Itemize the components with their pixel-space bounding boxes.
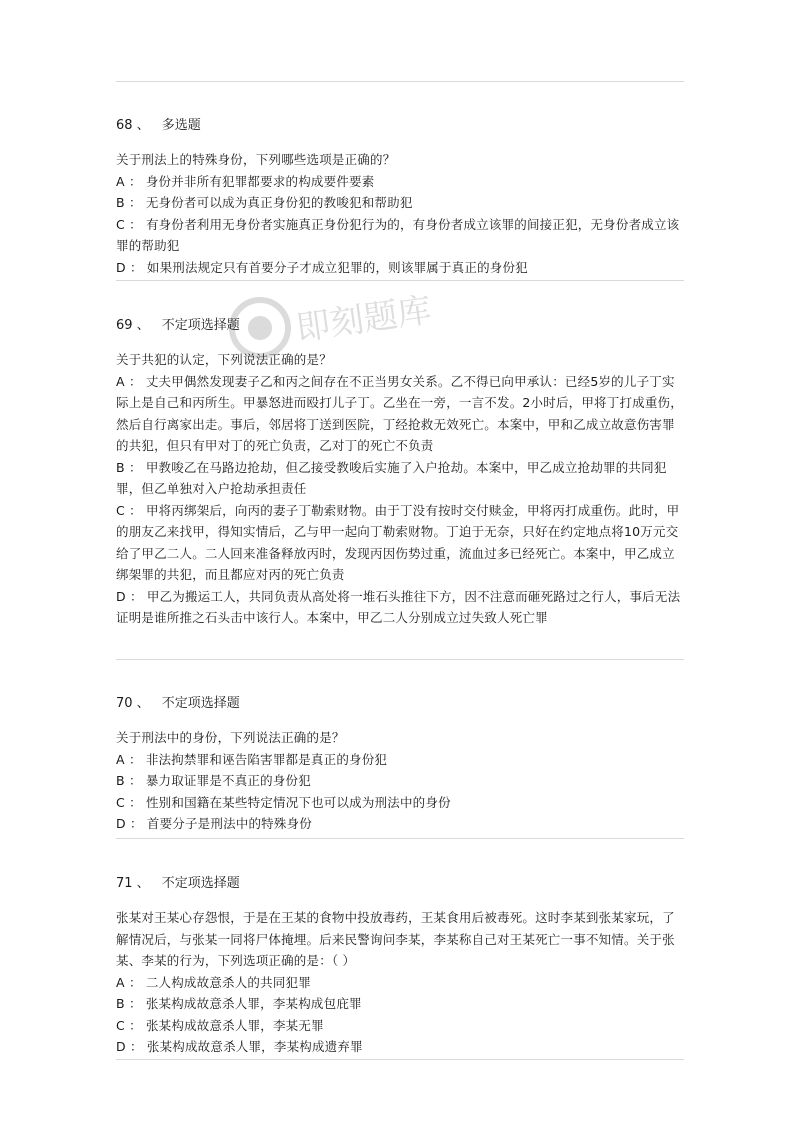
- option-text: 甲乙为搬运工人，共同负责从高处将一堆石头推往下方，因不注意而砸死路过之行人，事后无法证明是谁所推之石头击中该行人。本案中，甲乙二人分别成立过失致人死亡罪: [116, 588, 681, 625]
- option-label: D: [116, 588, 126, 604]
- option-a[interactable]: A ： 二人构成故意杀人的共同犯罪: [116, 974, 311, 990]
- option-text: 无身份者可以成为真正身份犯的教唆犯和帮助犯: [145, 195, 413, 210]
- question-number: 68: [116, 118, 133, 133]
- option-text: 二人构成故意杀人的共同犯罪: [145, 974, 311, 990]
- option-b[interactable]: B ： 张某构成故意杀人罪，李某构成包庇罪: [116, 996, 362, 1011]
- option-label: C: [116, 794, 125, 810]
- divider: [116, 659, 684, 660]
- question-70: [116, 695, 686, 835]
- option-text: 张某构成故意杀人罪，李某无罪: [145, 1017, 324, 1033]
- option-label: C: [116, 1017, 125, 1033]
- option-text: 张某构成故意杀人罪，李某构成包庇罪: [145, 996, 362, 1011]
- question-separator: 、: [132, 318, 150, 333]
- option-d[interactable]: D ： 如果刑法规定只有首要分子才成立犯罪的，则该罪属于真正的身份犯: [116, 259, 528, 275]
- divider: [116, 838, 684, 839]
- question-separator: 、: [132, 696, 150, 711]
- option-label: A: [116, 373, 125, 389]
- option-text: 性别和国籍在某些特定情况下也可以成为刑法中的身份: [145, 794, 451, 810]
- question-header: [116, 695, 686, 713]
- question-number: 69: [116, 318, 133, 333]
- option-b[interactable]: B ： 甲教唆乙在马路边抢劫，但乙接受教唆后实施了入户抢劫。本案中，甲乙成立抢劫罪的共同犯罪，但乙单独对入户抢劫承担责任: [116, 459, 667, 496]
- option-b[interactable]: B ： 暴力取证罪是不真正的身份犯: [116, 773, 311, 788]
- question-stem: 关于刑法上的特殊身份，下列哪些选项是正确的？: [116, 152, 396, 167]
- question-header: [116, 317, 686, 335]
- option-text: 如果刑法规定只有首要分子才成立犯罪的，则该罪属于真正的身份犯: [146, 259, 528, 275]
- option-label: D: [116, 1039, 126, 1054]
- option-label: B: [116, 996, 125, 1011]
- question-type: 不定项选择题: [161, 696, 240, 711]
- option-text: 有身份者利用无身份者实施真正身份犯行为的，有身份者成立该罪的间接正犯，无身份者成立该罪的帮助犯: [116, 216, 680, 253]
- question-68: [116, 117, 686, 278]
- option-a[interactable]: A ： 身份并非所有犯罪都要求的构成要件要素: [116, 173, 375, 189]
- option-c[interactable]: C ： 性别和国籍在某些特定情况下也可以成为刑法中的身份: [116, 794, 451, 810]
- option-text: 张某构成故意杀人罪，李某构成遗弃罪: [146, 1039, 363, 1054]
- option-text: 暴力取证罪是不真正的身份犯: [145, 773, 311, 788]
- question-71: [116, 875, 686, 1058]
- divider: [116, 1059, 684, 1060]
- option-label: C: [116, 216, 125, 232]
- option-text: 非法拘禁罪和诬告陷害罪都是真正的身份犯: [145, 751, 388, 767]
- question-stem: 关于刑法中的身份，下列说法正确的是？: [116, 730, 345, 745]
- option-label: D: [116, 816, 126, 831]
- option-text: 甲将丙绑架后，向丙的妻子丁勒索财物。由于丁没有按时交付赎金，甲将丙打成重伤。此时，甲的朋友乙来找甲，得知实情后，乙与甲一起向丁勒索财物。丁迫于无奈，只好在约定地点将10万元交给了甲乙二人。二人回来准备释放丙时，发现丙因伤势过重，流血过多已经死亡。本案中，甲乙成立绑架罪的共犯，而且都应对丙的死亡负责: [116, 502, 680, 582]
- question-header: [116, 117, 686, 135]
- divider: [116, 81, 684, 82]
- option-label: A: [116, 173, 125, 189]
- option-d[interactable]: D ： 张某构成故意杀人罪，李某构成遗弃罪: [116, 1039, 363, 1054]
- option-label: C: [116, 502, 125, 518]
- option-label: B: [116, 773, 125, 788]
- question-type: 多选题: [161, 118, 201, 133]
- option-c[interactable]: C ： 有身份者利用无身份者实施真正身份犯行为的，有身份者成立该罪的间接正犯，无身份者成立该罪的帮助犯: [116, 216, 680, 253]
- question-number: 71: [116, 876, 133, 891]
- option-label: A: [116, 751, 125, 767]
- svg-text:即刻题库: 即刻题库: [293, 290, 434, 349]
- option-label: A: [116, 974, 125, 990]
- option-label: B: [116, 195, 125, 210]
- option-c[interactable]: C ： 甲将丙绑架后，向丙的妻子丁勒索财物。由于丁没有按时交付赎金，甲将丙打成重伤。此时，甲的朋友乙来找甲，得知实情后，乙与甲一起向丁勒索财物。丁迫于无奈，只好在约定地点将10万元交给了甲乙二人。二人回来准备释放丙时，发现丙因伤势过重，流血过多已经死亡。本案中，甲乙成立绑架罪的共犯，而且都应对丙的死亡负责: [116, 502, 680, 582]
- question-type: 不定项选择题: [161, 876, 240, 891]
- option-text: 丈夫甲偶然发现妻子乙和丙之间存在不正当男女关系。乙不得已向甲承认：已经5岁的儿子丁实际上是自己和丙所生。甲暴怒进而殴打儿子丁。乙坐在一旁，一言不发。2小时后，甲将丁打成重伤，然后自行离家出走。事后，邻居将丁送到医院，丁经抢救无效死亡。本案中，甲和乙成立故意伤害罪的共犯，但只有甲对丁的死亡负责，乙对丁的死亡不负责: [116, 373, 683, 453]
- option-text: 甲教唆乙在马路边抢劫，但乙接受教唆后实施了入户抢劫。本案中，甲乙成立抢劫罪的共同犯罪，但乙单独对入户抢劫承担责任: [116, 459, 667, 496]
- question-69: [116, 317, 686, 629]
- option-a[interactable]: A ： 非法拘禁罪和诬告陷害罪都是真正的身份犯: [116, 751, 388, 767]
- question-separator: 、: [132, 118, 150, 133]
- option-b[interactable]: B ： 无身份者可以成为真正身份犯的教唆犯和帮助犯: [116, 195, 413, 210]
- option-a[interactable]: A ： 丈夫甲偶然发现妻子乙和丙之间存在不正当男女关系。乙不得已向甲承认：已经5岁的儿子丁实际上是自己和丙所生。甲暴怒进而殴打儿子丁。乙坐在一旁，一言不发。2小时后，甲将丁打成重伤，然后自行离家出走。事后，邻居将丁送到医院，丁经抢救无效死亡。本案中，甲和乙成立故意伤害罪的共犯，但只有甲对丁的死亡负责，乙对丁的死亡不负责: [116, 373, 683, 453]
- option-label: D: [116, 259, 126, 275]
- option-d[interactable]: D ： 甲乙为搬运工人，共同负责从高处将一堆石头推往下方，因不注意而砸死路过之行人，事后无法证明是谁所推之石头击中该行人。本案中，甲乙二人分别成立过失致人死亡罪: [116, 588, 681, 625]
- question-separator: 、: [132, 876, 150, 891]
- option-text: 首要分子是刑法中的特殊身份: [146, 816, 312, 831]
- question-stem: 张某对王某心存怨恨，于是在王某的食物中投放毒药，王某食用后被毒死。这时李某到张某家玩，了解情况后，与张某一同将尸体掩埋。后来民警询问李某，李某称自己对王某死亡一事不知情。关于张某、李某的行为，下列选项正确的是：（ ）: [116, 910, 675, 968]
- question-number: 70: [116, 696, 133, 711]
- option-label: B: [116, 459, 125, 475]
- option-c[interactable]: C ： 张某构成故意杀人罪，李某无罪: [116, 1017, 324, 1033]
- question-type: 不定项选择题: [161, 318, 240, 333]
- question-stem: 关于共犯的认定，下列说法正确的是？: [116, 352, 332, 367]
- option-text: 身份并非所有犯罪都要求的构成要件要素: [145, 173, 375, 189]
- question-header: [116, 875, 686, 893]
- divider: [116, 280, 684, 281]
- option-d[interactable]: D ： 首要分子是刑法中的特殊身份: [116, 816, 312, 831]
